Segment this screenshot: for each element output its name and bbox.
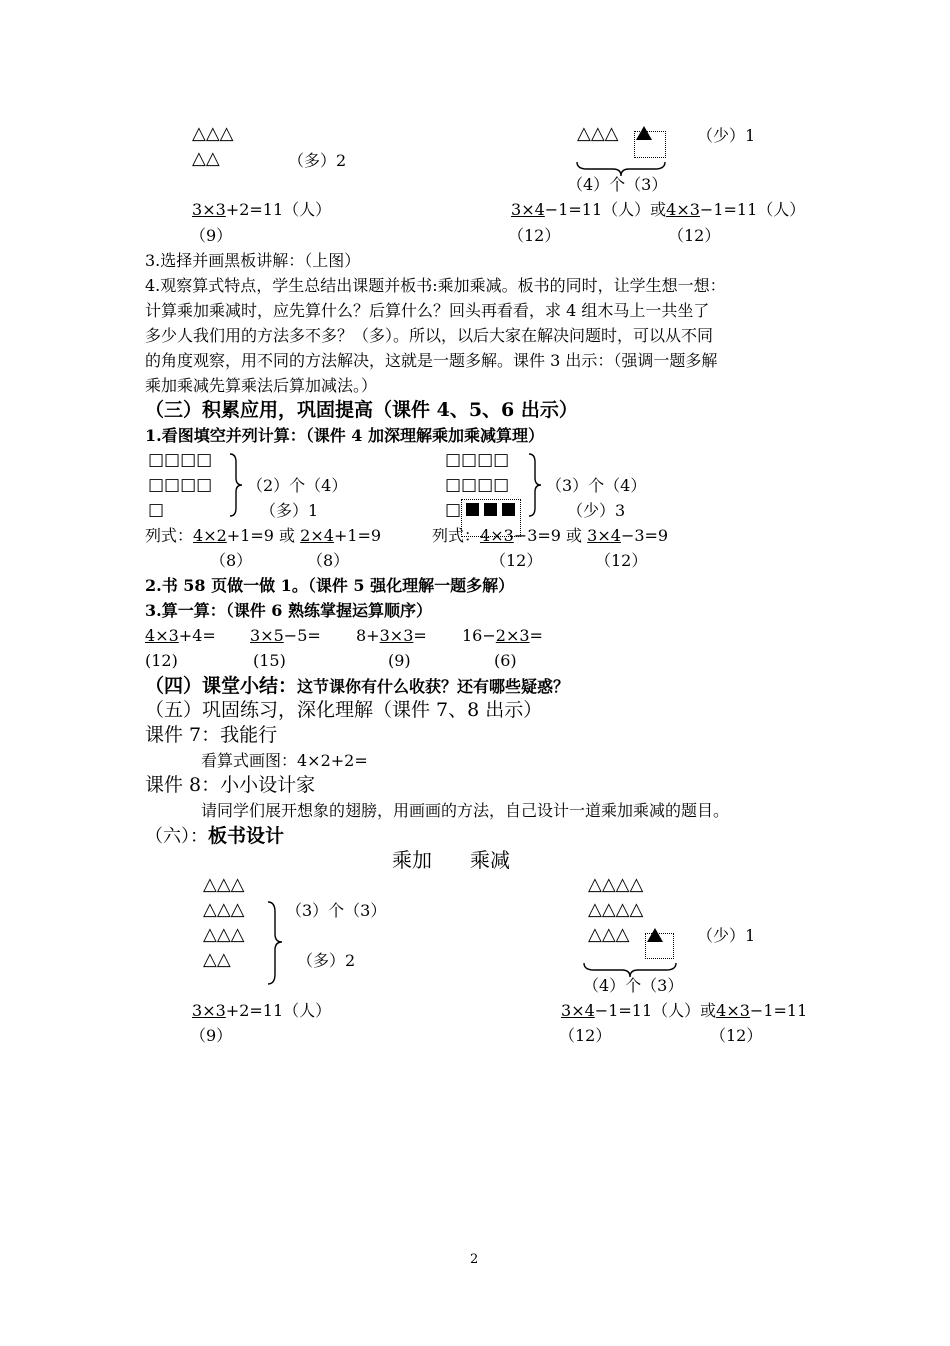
vertical-brace <box>527 452 543 518</box>
eq-rest: +1=9 或 <box>226 526 301 545</box>
courseware-7: 课件 7：我能行 <box>145 724 278 746</box>
eq-rest: +1=9 <box>333 526 382 545</box>
board-left-more: （多）2 <box>297 951 356 970</box>
board-right-equation <box>561 1001 807 1021</box>
board-left-row4: △△ <box>203 949 231 970</box>
eq-b: 2 <box>216 526 227 545</box>
eq-a: 4 <box>480 526 491 545</box>
formula-label: 列式： <box>432 526 481 545</box>
calc-sub-4: (6) <box>494 651 517 670</box>
squares-left-more: （多）1 <box>260 501 319 520</box>
formula-label: 列式： <box>145 526 194 545</box>
eq-b: 5 <box>273 626 284 645</box>
section-5-heading: （五）巩固练习，深化理解（课件 7、8 出示） <box>145 699 543 721</box>
eq-rest: +2=11（人） <box>225 1001 332 1020</box>
section-6-prefix: （六）： <box>145 826 208 847</box>
section-6 <box>145 826 284 847</box>
eq-a: 3 <box>587 526 598 545</box>
eq-op: × <box>490 526 504 545</box>
dotted-box <box>634 131 666 158</box>
calc-item-3 <box>356 626 427 646</box>
formula-left-sub-2: （8） <box>307 551 350 570</box>
eq-op: × <box>260 626 274 645</box>
squares-left-row2: □□□□ <box>148 475 213 495</box>
left-triangles-row1: △△△ <box>192 123 234 144</box>
left-subresult: （9） <box>190 226 233 245</box>
calc-post: −5= <box>283 626 321 645</box>
eq-a: 4 <box>716 1001 727 1020</box>
eq-rest: −1=11（人） <box>699 200 806 219</box>
eq-op: × <box>203 526 217 545</box>
eq-a: 4 <box>666 200 677 219</box>
section-6-heading: 板书设计 <box>208 825 285 847</box>
eq-op: × <box>571 1001 585 1020</box>
courseware-8-sub: 请同学们展开想象的翅膀，用画画的方法，自己设计一道乘加乘减的题目。 <box>201 801 730 820</box>
right-equation <box>511 200 805 220</box>
page-number: 2 <box>470 1252 479 1267</box>
eq-a: 2 <box>495 626 506 645</box>
section-4 <box>145 676 569 697</box>
eq-a: 3 <box>561 1001 572 1020</box>
eq-b: 3 <box>519 626 530 645</box>
eq-b: 3 <box>168 626 179 645</box>
eq-op: × <box>726 1001 740 1020</box>
right-less-label: （少）1 <box>697 126 756 145</box>
board-title-1: 乘加 <box>392 848 432 872</box>
calc-item-1 <box>145 626 216 646</box>
exercise-3: 3.算一算：（课件 6 熟练掌握运算顺序） <box>145 601 432 620</box>
board-right-sub-2: （12） <box>710 1026 763 1045</box>
eq-op: × <box>202 1001 216 1020</box>
calc-item-2 <box>250 626 321 646</box>
section-3-heading: （三）积累应用，巩固提高（课件 4、5、6 出示） <box>145 399 578 421</box>
eq-a: 4 <box>145 626 156 645</box>
eq-a: 3 <box>379 626 390 645</box>
squares-right-count: （3）个（4） <box>546 476 647 495</box>
dotted-box <box>645 933 674 959</box>
paragraph-4-line3: 多少人我们用的方法多不多？（多）。所以，以后大家在解决问题时，可以从不同 <box>145 326 714 345</box>
paragraph-4-line2: 计算乘加乘减时，应先算什么？后算什么？回头再看看，求 4 组木马上一共坐了 <box>145 301 710 320</box>
eq-b: 3 <box>689 200 700 219</box>
board-right-row2: △△△△ <box>588 899 644 920</box>
eq-op: × <box>155 626 169 645</box>
section-4-text: 这节课你有什么收获？还有哪些疑惑？ <box>297 677 570 696</box>
board-left-sub: （9） <box>190 1026 233 1045</box>
squares-left-count: （2）个（4） <box>247 476 348 495</box>
eq-b: 3 <box>215 1001 226 1020</box>
eq-b: 4 <box>610 526 621 545</box>
formula-left <box>145 526 381 546</box>
eq-b: 3 <box>403 626 414 645</box>
board-left-row1: △△△ <box>203 874 245 895</box>
formula-left-sub-1: （8） <box>210 551 253 570</box>
board-right-count: （4）个（3） <box>583 976 684 995</box>
paragraph-4-line5: 乘加乘减先算乘法后算加减法。） <box>145 376 378 395</box>
calc-sub-1: (12) <box>145 651 178 670</box>
calc-pre: 8+ <box>356 626 380 645</box>
squares-right-row2: □□□□ <box>445 475 510 495</box>
eq-rest: −1=11（人）或 <box>544 200 667 219</box>
eq-a: 2 <box>300 526 311 545</box>
board-left-count: （3）个（3） <box>286 901 387 920</box>
paragraph-3: 3.选择并画黑板讲解：（上图） <box>145 251 361 270</box>
eq-b: 4 <box>584 1001 595 1020</box>
eq-a: 3 <box>250 626 261 645</box>
exercise-2: 2.书 58 页做一做 1。（课件 5 强化理解一题多解） <box>145 576 515 595</box>
eq-b: 4 <box>323 526 334 545</box>
vertical-brace <box>266 900 284 986</box>
left-triangles-row2: △△ <box>192 148 220 169</box>
board-left-equation <box>192 1001 331 1021</box>
squares-right-less: （少）3 <box>567 501 626 520</box>
eq-a: 4 <box>193 526 204 545</box>
calc-post: = <box>529 626 543 645</box>
calc-item-4 <box>462 626 543 646</box>
formula-right <box>432 526 668 546</box>
eq-op: × <box>521 200 535 219</box>
right-count-label: （4）个（3） <box>567 175 668 194</box>
eq-a: 3 <box>192 200 203 219</box>
eq-a: 3 <box>192 1001 203 1020</box>
eq-op: × <box>597 526 611 545</box>
squares-left-row3: □ <box>148 500 165 520</box>
eq-op: × <box>202 200 216 219</box>
calc-sub-3: (9) <box>388 651 411 670</box>
board-right-less: （少）1 <box>697 926 756 945</box>
eq-b: 3 <box>739 1001 750 1020</box>
eq-b: 3 <box>215 200 226 219</box>
courseware-8: 课件 8：小小设计家 <box>145 774 316 796</box>
eq-b: 3 <box>503 526 514 545</box>
calc-pre: 16− <box>462 626 496 645</box>
vertical-brace <box>228 452 244 518</box>
board-right-row1: △△△△ <box>588 874 644 895</box>
board-left-row3: △△△ <box>203 924 245 945</box>
eq-op: × <box>389 626 404 645</box>
eq-rest: −3=9 或 <box>513 526 588 545</box>
calc-sub-2: (15) <box>253 651 286 670</box>
eq-b: 4 <box>534 200 545 219</box>
squares-left-row1: □□□□ <box>148 450 213 470</box>
section-4-heading: （四）课堂小结： <box>145 675 298 697</box>
right-subresult-2: （12） <box>668 226 721 245</box>
squares-right-row3: □ <box>445 500 462 520</box>
eq-op: × <box>676 200 690 219</box>
paragraph-4-line1: 4.观察算式特点，学生总结出课题并板书:乘加乘减。板书的同时，让学生想一想： <box>145 276 726 295</box>
left-more-label: （多）2 <box>288 151 347 170</box>
eq-op: × <box>505 626 520 645</box>
eq-rest: −1=11 <box>749 1001 808 1020</box>
eq-a: 3 <box>511 200 522 219</box>
formula-right-sub-2: （12） <box>595 551 648 570</box>
squares-right-row1: □□□□ <box>445 450 510 470</box>
left-equation <box>192 200 331 220</box>
board-right-sub-1: （12） <box>559 1026 612 1045</box>
board-left-row2: △△△ <box>203 899 245 920</box>
eq-rest: −1=11（人）或 <box>594 1001 717 1020</box>
formula-right-sub-1: （12） <box>490 551 543 570</box>
board-title-2: 乘减 <box>470 848 510 872</box>
eq-op: × <box>310 526 324 545</box>
paragraph-4-line4: 的角度观察，用不同的方法解决，这就是一题多解。课件 3 出示：（强调一题多解 <box>145 351 718 370</box>
exercise-1: 1.看图填空并列计算：（课件 4 加深理解乘加乘减算理） <box>145 426 544 445</box>
board-right-row3: △△△ <box>588 924 630 945</box>
calc-post: +4= <box>178 626 216 645</box>
right-triangles-row: △△△ <box>577 123 619 144</box>
right-subresult-1: （12） <box>508 226 561 245</box>
eq-rest: +2=11（人） <box>225 200 332 219</box>
calc-post: = <box>413 626 427 645</box>
courseware-7-sub: 看算式画图：4×2+2= <box>201 751 368 770</box>
eq-rest: −3=9 <box>620 526 669 545</box>
